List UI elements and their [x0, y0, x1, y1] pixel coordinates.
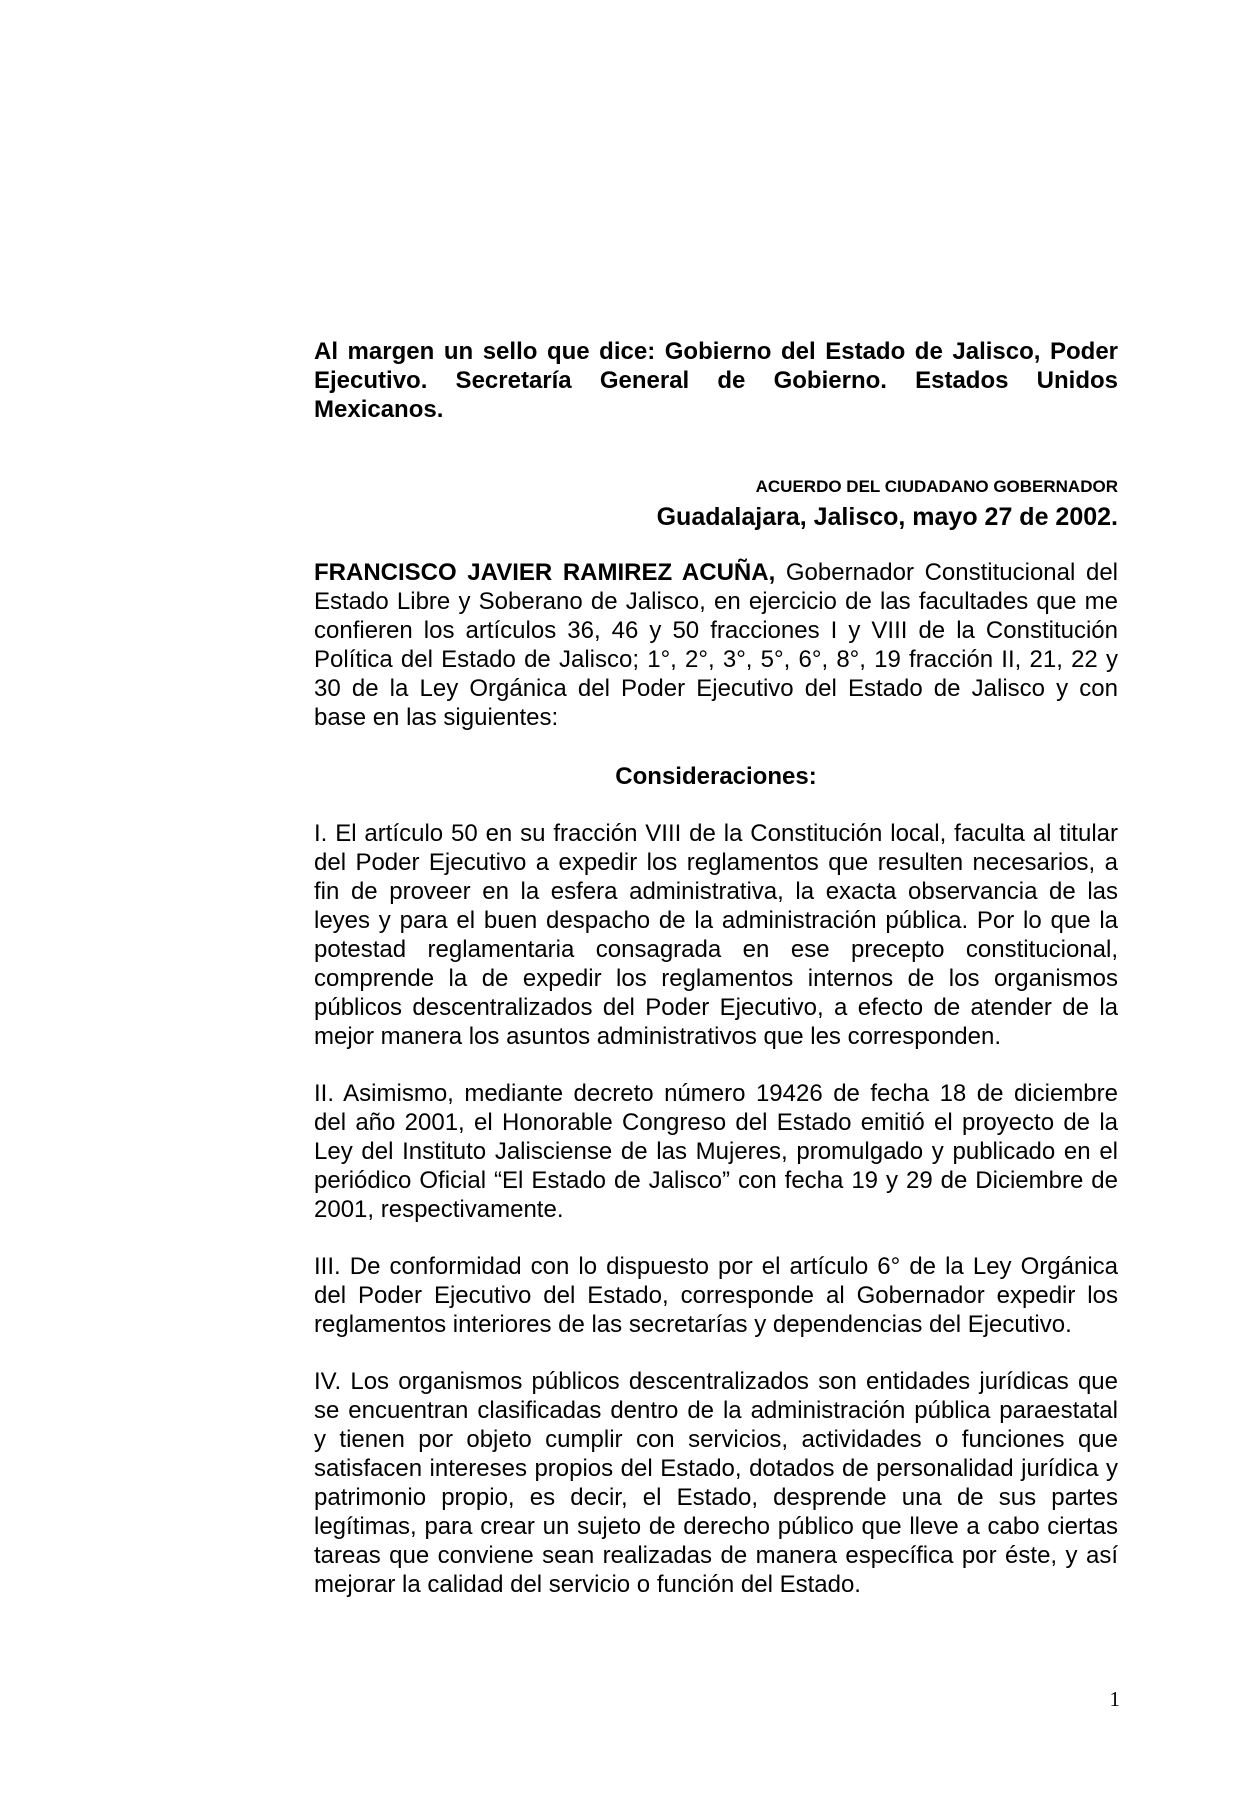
- paragraph-i: I. El artículo 50 en su fracción VIII de la Constitución local, faculta al titular del Poder Ejecutivo a expedir los reglamentos que resulten necesarios, a fin de proveer en la esfera administrativa, la exacta observancia de las leyes y para el buen despacho de la administración pública. Por lo que la potestad reglamentaria consagrada en ese precepto constitucional, comprende la de expedir los reglamentos internos de los organismos públicos descentralizados del Poder Ejecutivo, a efecto de atender de la mejor manera los asuntos administrativos que les corresponden.: [314, 820, 1118, 1050]
- acuerdo-heading: ACUERDO DEL CIUDADANO GOBERNADOR: [755, 477, 1118, 496]
- paragraph-iii: III. De conformidad con lo dispuesto por el artículo 6° de la Ley Orgánica del Poder Ejecutivo del Estado, corresponde al Gobernador expedir los reglamentos interiores de las secretarías y dependencias del Ejecutivo.: [314, 1253, 1118, 1338]
- intro-text: Gobernador Constitucional del Estado Libre y Soberano de Jalisco, en ejercicio de las facultades que me confieren los artículos 36, 46 y 50 fracciones I y VIII de la Constitución Política del Estado de Jalisco; 1°, 2°, 3°, 5°, 6°, 8°, 19 fracción II, 21, 22 y 30 de la Ley Orgánica del Poder Ejecutivo del Estado de Jalisco y con base en las siguientes:: [314, 559, 1118, 731]
- paragraph-iv: IV. Los organismos públicos descentralizados son entidades jurídicas que se encuentran clasificadas dentro de la administración pública paraestatal y tienen por objeto cumplir con servicios, actividades o funciones que satisfacen intereses propios del Estado, dotados de personalidad jurídica y patrimonio propio, es decir, el Estado, desprende una de sus partes legítimas, para crear un sujeto de derecho público que lleve a cabo ciertas tareas que conviene sean realizadas de manera específica por éste, y así mejorar la calidad del servicio o función del Estado.: [314, 1368, 1118, 1598]
- section-title: Consideraciones:: [615, 763, 817, 790]
- paragraph-ii: II. Asimismo, mediante decreto número 19426 de fecha 18 de diciembre del año 2001, el Honorable Congreso del Estado emitió el proyecto de la Ley del Instituto Jalisciense de las Mujeres, promulgado y publicado en el periódico Oficial “El Estado de Jalisco” con fecha 19 y 29 de Diciembre de 2001, respectivamente.: [314, 1080, 1118, 1223]
- document-body: [314, 337, 1118, 1599]
- governor-name: FRANCISCO JAVIER RAMIREZ ACUÑA,: [314, 559, 776, 586]
- margin-note: Al margen un sello que dice: Gobierno del Estado de Jalisco, Poder Ejecutivo. Secretaría General de Gobierno. Estados Unidos Mexicanos.: [314, 338, 1118, 423]
- page-number: 1: [1109, 1687, 1120, 1711]
- intro-paragraph: [314, 558, 1118, 732]
- place-date: Guadalajara, Jalisco, mayo 27 de 2002.: [656, 503, 1118, 531]
